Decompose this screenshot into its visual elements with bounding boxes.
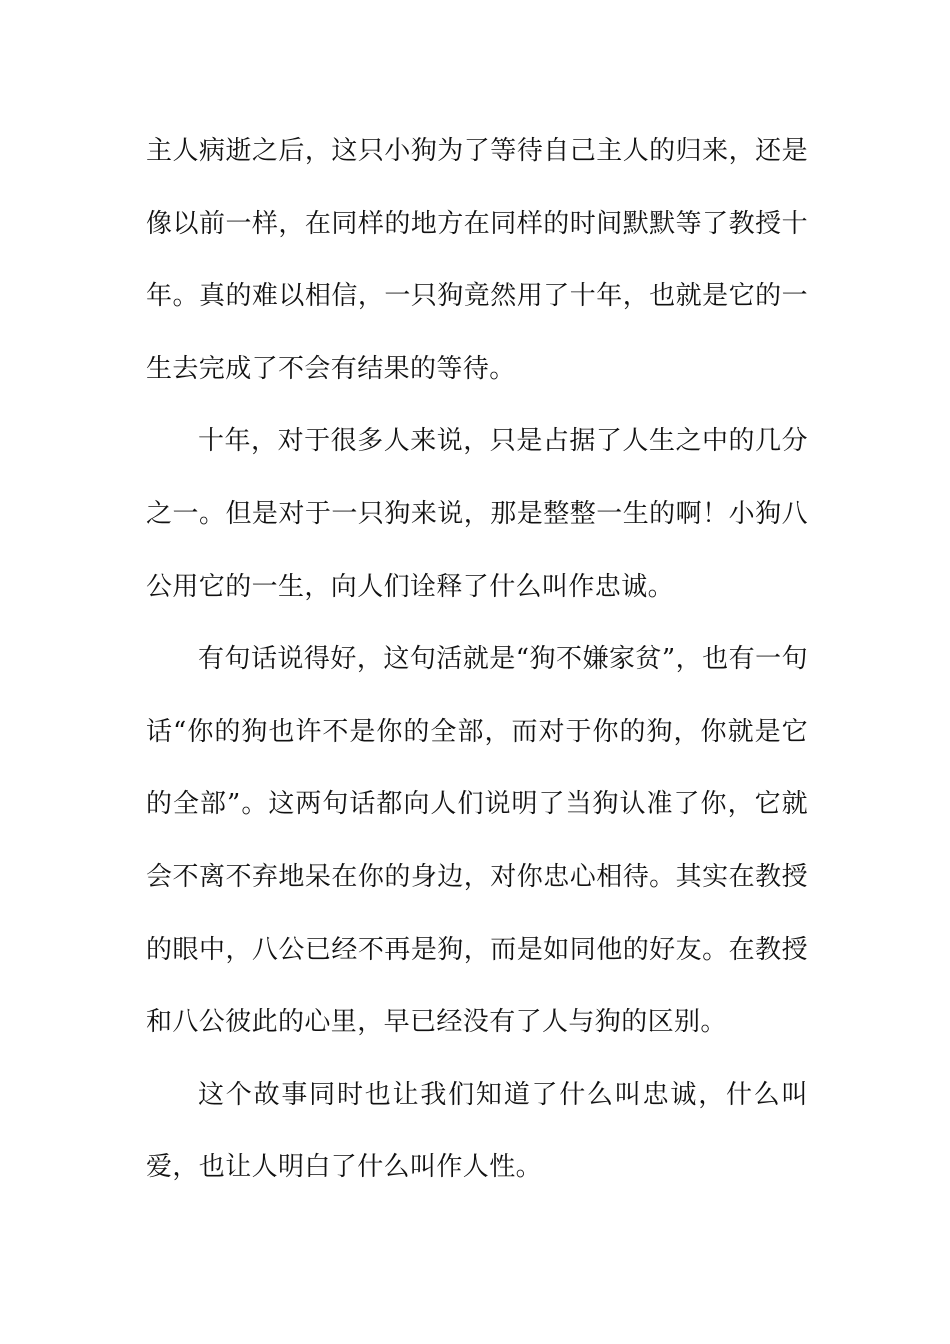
paragraph-1: 主人病逝之后，这只小狗为了等待自己主人的归来，还是像以前一样，在同样的地方在同样的时间默默等了教授十年。真的难以相信，一只狗竟然用了十年，也就是它的一生去完成了不会有结果的等待。 xyxy=(146,136,808,384)
paragraph-2: 十年，对于很多人来说，只是占据了人生之中的几分之一。但是对于一只狗来说，那是整整一生的啊！小狗八公用它的一生，向人们诠释了什么叫作忠诚。 xyxy=(146,426,808,602)
document-body xyxy=(146,115,808,1204)
paragraph-3: 有句话说得好，这句活就是“狗不嫌家贫”，也有一句话“你的狗也许不是你的全部，而对于你的狗，你就是它的全部”。这两句话都向人们说明了当狗认准了你，它就会不离不弃地呆在你的身边，对你忠心相待。其实在教授的眼中，八公已经不再是狗，而是如同他的好友。在教授和八公彼此的心里，早已经没有了人与狗的区别。 xyxy=(146,644,808,1038)
paragraph-4: 这个故事同时也让我们知道了什么叫忠诚，什么叫爱，也让人明白了什么叫作人性。 xyxy=(146,1079,808,1183)
